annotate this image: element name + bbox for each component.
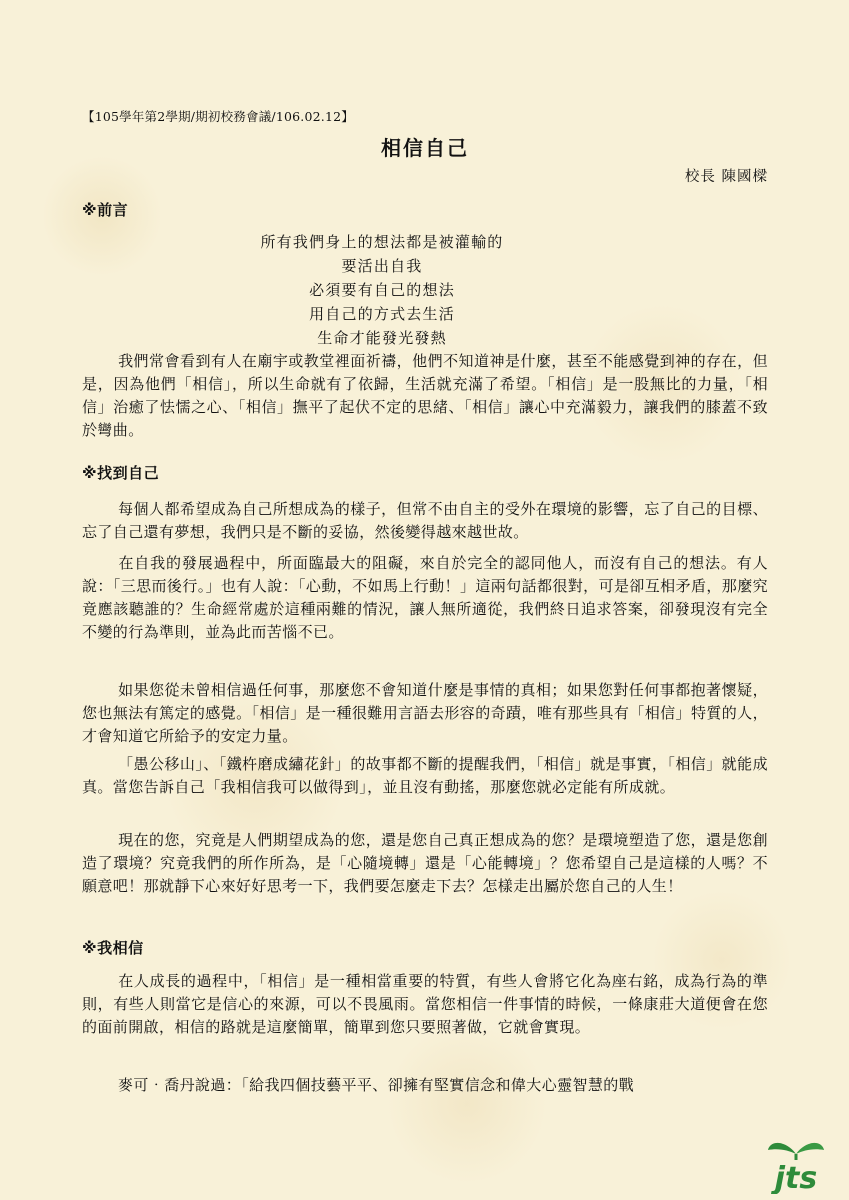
- school-logo: [762, 1136, 830, 1194]
- section-heading-intro: ※前言: [82, 201, 129, 219]
- paragraph-find-self-3: [82, 679, 768, 748]
- paragraph-i-believe-1: [82, 970, 768, 1039]
- sprout-leaf-icon: [762, 1136, 830, 1194]
- paragraph-text: 在自我的發展過程中，所面臨最大的阻礙，來自於完全的認同他人，而沒有自己的想法。有人說：「三思而後行。」也有人說：「心動，不如馬上行動！」這兩句話都很對，可是卻互相矛盾，那麼究竟應該聽誰的？生命經常處於這種兩難的情況，讓人無所適從，我們終日追求答案，卻發現沒有完全不變的行為準則，並為此而苦惱不已。: [82, 554, 768, 641]
- paragraph-find-self-1: [82, 498, 768, 544]
- paragraph-text: 在人成長的過程中，「相信」是一種相當重要的特質，有些人會將它化為座右銘，成為行為的準則，有些人則當它是信心的來源，可以不畏風雨。當您相信一件事情的時候，一條康莊大道便會在您的面前開啟，相信的路就是這麼簡單，簡單到您只要照著做，它就會實現。: [82, 972, 768, 1036]
- paragraph-find-self-5: [82, 829, 768, 898]
- paragraph-text: 我們常會看到有人在廟宇或教堂裡面祈禱，他們不知道神是什麼，甚至不能感覺到神的存在，但是，因為他們「相信」，所以生命就有了依歸，生活就充滿了希望。「相信」是一股無比的力量，「相信」治癒了怯懦之心、「相信」撫平了起伏不定的思緒、「相信」讓心中充滿毅力，讓我們的膝蓋不致於彎曲。: [82, 352, 768, 439]
- logo-text: jts: [774, 1161, 818, 1194]
- paragraph-find-self-4: [82, 753, 768, 799]
- paragraph-text: 現在的您，究竟是人們期望成為的您，還是您自己真正想成為的您？是環境塑造了您，還是您創造了環境？究竟我們的所作所為，是「心隨境轉」還是「心能轉境」？您希望自己是這樣的人嗎？不願意吧！那就靜下心來好好思考一下，我們要怎麼走下去？怎樣走出屬於您自己的人生！: [82, 831, 768, 895]
- author-line: 校長 陳國樑: [684, 169, 768, 185]
- paragraph-text: 麥可‧喬丹說過：「給我四個技藝平平、卻擁有堅實信念和偉大心靈智慧的戰: [118, 1076, 635, 1094]
- section-heading-find-self: ※找到自己: [82, 464, 160, 482]
- section-heading-i-believe: ※我相信: [82, 939, 144, 957]
- paragraph-text: 「愚公移山」、「鐵杵磨成繡花針」的故事都不斷的提醒我們，「相信」就是事實，「相信」就能成真。當您告訴自己「我相信我可以做得到」，並且沒有動搖，那麼您就必定能有所成就。: [82, 755, 768, 796]
- paragraph-find-self-2: [82, 552, 768, 644]
- poem-line: 生命才能發光發熱: [317, 329, 447, 347]
- paragraph-i-believe-2: [82, 1074, 768, 1097]
- paragraph-intro: [82, 350, 768, 442]
- meeting-meta-line: 【105學年第2學期/期初校務會議/106.02.12】: [82, 109, 354, 124]
- poem-line: 必須要有自己的想法: [309, 281, 455, 299]
- poem-block: [82, 230, 682, 350]
- poem-line: 所有我們身上的想法都是被灌輸的: [260, 233, 504, 251]
- paragraph-text: 如果您從未曾相信過任何事，那麼您不會知道什麼是事情的真相；如果您對任何事都抱著懷疑，您也無法有篤定的感覺。「相信」是一種很難用言語去形容的奇蹟，唯有那些具有「相信」特質的人，才會知道它所給予的安定力量。: [82, 681, 768, 745]
- poem-line: 要活出自我: [341, 257, 423, 275]
- paragraph-text: 每個人都希望成為自己所想成為的樣子，但常不由自主的受外在環境的影響，忘了自己的目標、忘了自己還有夢想，我們只是不斷的妥協，然後變得越來越世故。: [82, 500, 768, 541]
- poem-line: 用自己的方式去生活: [309, 305, 455, 323]
- document-title: 相信自己: [381, 136, 469, 160]
